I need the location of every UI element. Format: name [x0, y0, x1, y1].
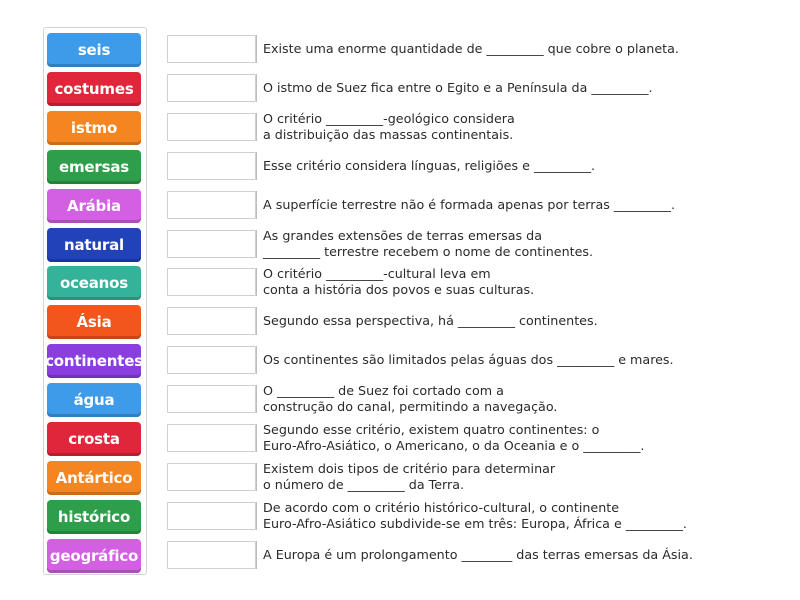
word-tile[interactable]: seis: [47, 33, 141, 67]
word-tile[interactable]: crosta: [47, 422, 141, 456]
sentence-text: A superfície terrestre não é formada apenas por terras _________.: [263, 196, 676, 212]
answer-drop-slot[interactable]: [167, 463, 256, 491]
answer-drop-slot[interactable]: [167, 268, 256, 296]
answer-drop-slot[interactable]: [167, 191, 256, 219]
row-divider: [256, 502, 257, 530]
sentence-text: Os continentes são limitados pelas águas dos _________ e mares.: [263, 352, 674, 368]
word-tile[interactable]: Arábia: [47, 189, 141, 223]
sentence-text: De acordo com o critério histórico-cultural, o continente Euro-Afro-Asiático subdivide-se em três: Europa, África e _________.: [263, 499, 687, 531]
row-divider: [256, 463, 257, 491]
word-tile[interactable]: Ásia: [47, 305, 141, 339]
answer-drop-slot[interactable]: [167, 385, 256, 413]
word-tile[interactable]: geográfico: [47, 539, 141, 573]
word-tile[interactable]: histórico: [47, 500, 141, 534]
word-tile[interactable]: natural: [47, 228, 141, 262]
row-divider: [256, 152, 257, 180]
sentence-text: Existe uma enorme quantidade de _________ que cobre o planeta.: [263, 41, 679, 56]
row-divider: [256, 307, 257, 335]
word-bank: [43, 27, 147, 575]
row-divider: [256, 346, 257, 374]
word-tile[interactable]: Antártico: [47, 461, 141, 495]
answer-drop-slot[interactable]: [167, 113, 256, 141]
sentence-text: O critério _________-geológico considera a distribuição das massas continentais.: [263, 110, 515, 142]
sentence-text: O istmo de Suez fica entre o Egito e a Península da _________.: [263, 79, 653, 95]
row-divider: [256, 424, 257, 452]
answer-drop-slot[interactable]: [167, 74, 256, 102]
row-divider: [256, 541, 257, 569]
answer-drop-slot[interactable]: [167, 230, 256, 258]
sentence-text: As grandes extensões de terras emersas da _________ terrestre recebem o nome de continentes.: [263, 227, 594, 259]
answer-drop-slot[interactable]: [167, 346, 256, 374]
row-divider: [256, 113, 257, 141]
row-divider: [256, 35, 257, 63]
word-tile[interactable]: oceanos: [47, 266, 141, 300]
sentence-text: Existem dois tipos de critério para determinar o número de _________ da Terra.: [263, 460, 556, 492]
sentence-text: A Europa é um prolongamento ________ das terras emersas da Ásia.: [263, 546, 693, 562]
word-tile[interactable]: água: [47, 383, 141, 417]
sentence-text: Esse critério considera línguas, religiões e _________.: [263, 157, 596, 173]
sentence-text: Segundo essa perspectiva, há _________ continentes.: [263, 313, 598, 329]
sentence-text: O critério _________-cultural leva em conta a história dos povos e suas culturas.: [263, 266, 535, 298]
answer-drop-slot[interactable]: [167, 424, 256, 452]
row-divider: [256, 74, 257, 102]
answer-drop-slot[interactable]: [167, 152, 256, 180]
sentence-text: Segundo esse critério, existem quatro continentes: o Euro-Afro-Asiático, o Americano, o da Oceania e o _________.: [263, 422, 645, 453]
row-divider: [256, 385, 257, 413]
row-divider: [256, 191, 257, 219]
row-divider: [256, 230, 257, 258]
answer-drop-slot[interactable]: [167, 307, 256, 335]
answer-drop-slot[interactable]: [167, 502, 256, 530]
word-tile[interactable]: emersas: [47, 150, 141, 184]
answer-drop-slot[interactable]: [167, 541, 256, 569]
word-tile[interactable]: continentes: [47, 344, 141, 378]
word-tile[interactable]: costumes: [47, 72, 141, 106]
answer-drop-slot[interactable]: [167, 35, 256, 63]
word-tile[interactable]: istmo: [47, 111, 141, 145]
sentence-text: O _________ de Suez foi cortado com a construção do canal, permitindo a navegação.: [263, 383, 558, 415]
row-divider: [256, 268, 257, 296]
